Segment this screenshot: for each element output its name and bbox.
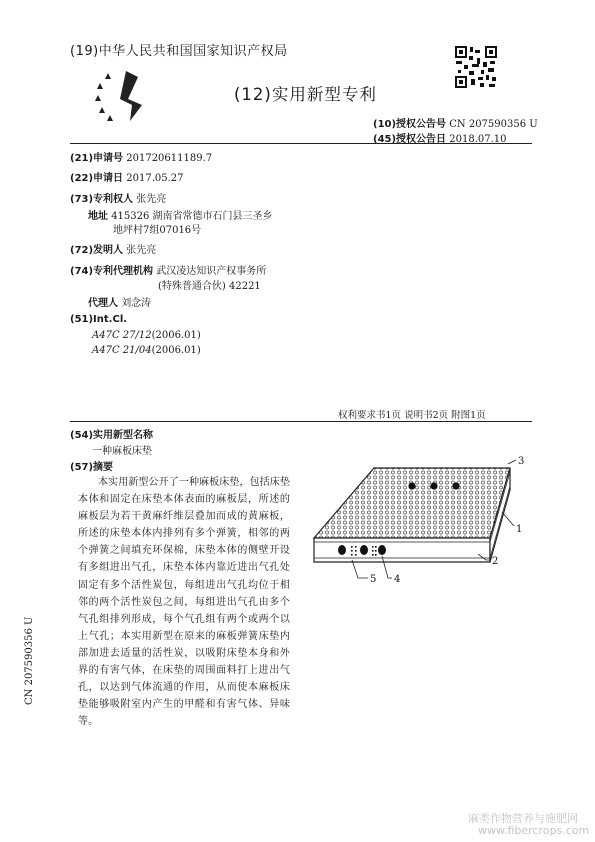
application-date: (22)申请日 2017.05.27 — [70, 173, 184, 184]
abstract-heading: (57)摘要 — [70, 462, 114, 473]
patent-agent: 代理人 刘念涛 — [88, 298, 152, 309]
mattress-figure — [300, 450, 540, 590]
publication-number: (10)授权公告号 CN 207590356 U — [373, 119, 538, 130]
application-number: (21)申请号 201720611189.7 — [70, 153, 213, 164]
ipc-entry: A47C 27/12(2006.01) — [92, 330, 201, 341]
patentee-address: 地址 415326 湖南省常德市石门县三圣乡 — [88, 211, 273, 222]
patentee-address-line2: 地坪村7组07016号 — [113, 225, 202, 236]
patent-agency-line2: (特殊普通合伙) 42221 — [158, 281, 261, 292]
inventor: (72)发明人 张先亮 — [70, 245, 157, 256]
qr-code — [455, 46, 497, 88]
header-rule — [70, 143, 532, 144]
figure-label: 4 — [394, 574, 401, 585]
patent-agency: (74)专利代理机构 武汉凌达知识产权事务所 — [70, 266, 267, 277]
figure-label: 2 — [492, 556, 499, 567]
section-rule — [70, 421, 532, 422]
figure-label: 1 — [516, 524, 523, 535]
abstract-text: 本实用新型公开了一种麻板床垫，包括床垫本体和固定在床垫本体表面的麻板层，所述的麻板层为若干黄麻纤维层叠加而成的黄麻板，所述的床垫本体内排列有多个弹簧，相邻的两个弹簧之间填充环保棉，床垫本体的侧壁开设有多组进出气孔，床垫本体内靠近进出气孔处固定有多个活性炭包，每组进出气孔均位于相邻的两个活性炭包之间，每组进出气孔由多个气孔组排列形成，每个气孔组有两个或两个以上气孔；本实用新型在原来的麻板弹簧床垫内部加进去适量的活性炭，以吸附床垫本身和外界的有害气体，在床垫的周围面料打上进出气孔，以达到气体流通的作用，从而使本麻板床垫能够吸附室内产生的甲醛和有害气体、异味等。 — [78, 477, 290, 728]
patentee: (73)专利权人 张先亮 — [70, 194, 167, 205]
int-cl-heading: (51)Int.Cl. — [70, 314, 128, 325]
figure-label: 5 — [370, 574, 377, 585]
utility-model-title: 一种麻板床垫 — [92, 446, 152, 457]
watermark-name: 麻类作物营养与施肥网 — [468, 812, 578, 825]
page-counts: 权利要求书1页 说明书2页 附图1页 — [338, 410, 486, 421]
title-heading: (54)实用新型名称 — [70, 430, 154, 441]
figure-label: 3 — [518, 456, 525, 467]
ipc-entry: A47C 21/04(2006.01) — [92, 345, 201, 356]
sipo-emblem — [94, 69, 154, 125]
side-publication-code: CN 207590356 U — [24, 616, 35, 705]
document-type: (12)实用新型专利 — [234, 85, 377, 104]
publication-date: (45)授权公告日 2018.07.10 — [373, 134, 507, 145]
office-name: (19)中华人民共和国国家知识产权局 — [70, 44, 288, 59]
watermark-url: www.fibercrops.com — [478, 824, 590, 837]
